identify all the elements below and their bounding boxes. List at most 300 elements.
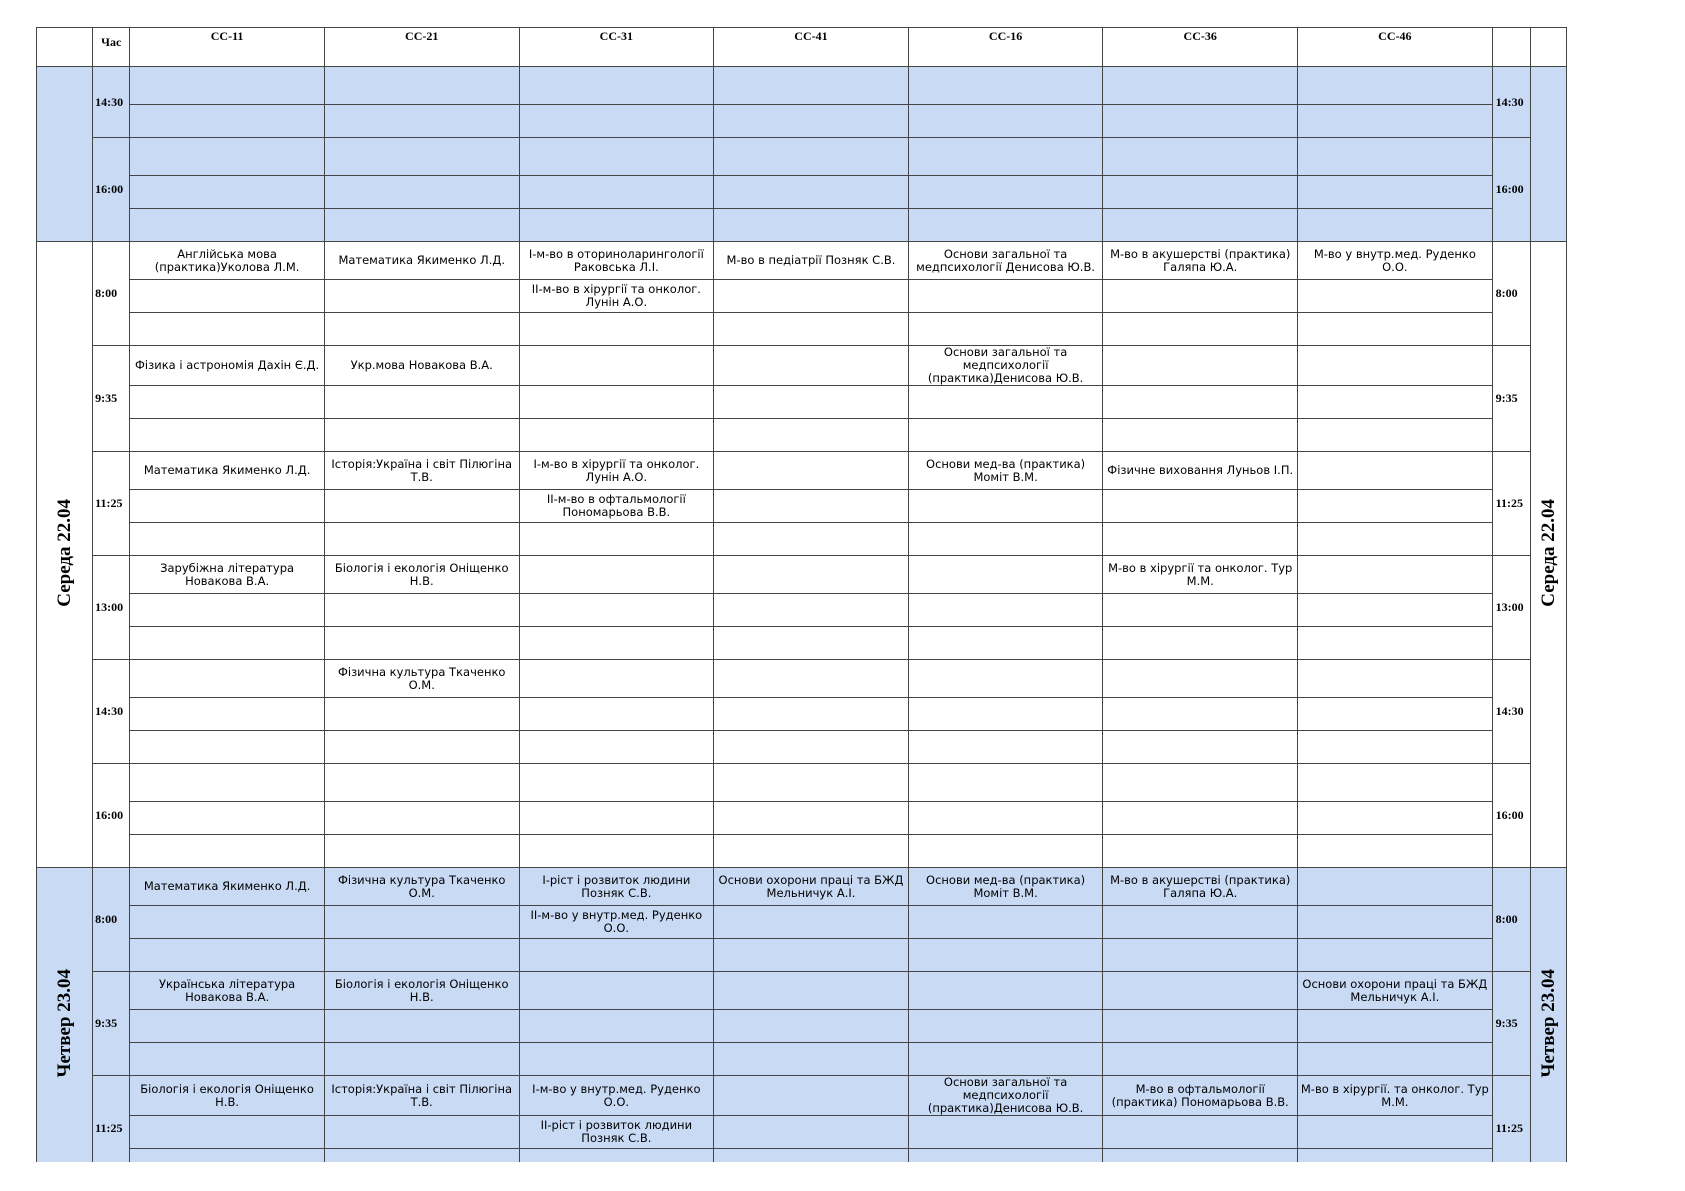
lesson-cell bbox=[1298, 835, 1493, 868]
lesson-cell: Основи мед-ва (практика) Моміт В.М. bbox=[908, 452, 1103, 490]
lesson-cell bbox=[714, 419, 909, 452]
lesson-cell: М-во в акушерстві (практика) Галяпа Ю.А. bbox=[1103, 242, 1298, 280]
lesson-cell bbox=[1298, 67, 1493, 105]
lesson-cell bbox=[1103, 386, 1298, 419]
schedule-row bbox=[37, 452, 1567, 490]
lesson-cell bbox=[130, 698, 325, 731]
lesson-cell bbox=[1103, 764, 1298, 802]
lesson-cell: Англійська мова (практика)Уколова Л.М. bbox=[130, 242, 325, 280]
lesson-cell bbox=[130, 523, 325, 556]
lesson-cell bbox=[1103, 1043, 1298, 1076]
lesson-cell bbox=[130, 627, 325, 660]
lesson-cell bbox=[324, 67, 519, 105]
lesson-cell bbox=[1103, 972, 1298, 1010]
schedule-body bbox=[37, 67, 1567, 1163]
lesson-cell bbox=[519, 972, 714, 1010]
lesson-cell bbox=[1298, 523, 1493, 556]
lesson-cell bbox=[1298, 939, 1493, 972]
day-label-left bbox=[37, 67, 93, 242]
time-slot-label-right: 8:00 bbox=[1492, 868, 1530, 972]
lesson-cell bbox=[519, 346, 714, 386]
time-slot-label-right: 9:35 bbox=[1492, 972, 1530, 1076]
schedule-row bbox=[37, 802, 1567, 835]
time-slot-label: 8:00 bbox=[93, 242, 130, 346]
schedule-row bbox=[37, 209, 1567, 242]
day-label-text: Середа 22.04 bbox=[54, 499, 76, 607]
lesson-cell bbox=[714, 67, 909, 105]
lesson-cell bbox=[130, 939, 325, 972]
schedule-row bbox=[37, 242, 1567, 280]
lesson-cell: Фізична культура Ткаченко О.М. bbox=[324, 868, 519, 906]
lesson-cell bbox=[324, 138, 519, 176]
time-slot-label-right: 11:25 bbox=[1492, 1076, 1530, 1163]
schedule-row bbox=[37, 1076, 1567, 1116]
lesson-cell bbox=[519, 313, 714, 346]
lesson-cell bbox=[1298, 868, 1493, 906]
schedule-row bbox=[37, 346, 1567, 386]
lesson-cell bbox=[130, 419, 325, 452]
lesson-cell bbox=[519, 1149, 714, 1163]
schedule-row bbox=[37, 67, 1567, 105]
group-header: СС-46 bbox=[1298, 28, 1493, 67]
lesson-cell bbox=[519, 764, 714, 802]
lesson-cell bbox=[714, 731, 909, 764]
time-slot-label: 11:25 bbox=[93, 452, 130, 556]
lesson-cell: ІІ-м-во в хірургії та онколог. Лунін А.О. bbox=[519, 280, 714, 313]
lesson-cell: Біологія і екологія Оніщенко Н.В. bbox=[130, 1076, 325, 1116]
lesson-cell: І-м-во в оториноларингології Раковська Л.І. bbox=[519, 242, 714, 280]
lesson-cell: Основи загальної та медпсихології (практика)Денисова Ю.В. bbox=[908, 346, 1103, 386]
lesson-cell bbox=[324, 731, 519, 764]
lesson-cell bbox=[714, 802, 909, 835]
lesson-cell bbox=[519, 1010, 714, 1043]
schedule-row bbox=[37, 105, 1567, 138]
lesson-cell bbox=[908, 523, 1103, 556]
lesson-cell bbox=[130, 313, 325, 346]
lesson-cell bbox=[130, 176, 325, 209]
lesson-cell bbox=[908, 105, 1103, 138]
lesson-cell bbox=[1103, 313, 1298, 346]
lesson-cell bbox=[1298, 346, 1493, 386]
lesson-cell bbox=[908, 594, 1103, 627]
lesson-cell: ІІ-м-во в офтальмології Пономарьова В.В. bbox=[519, 490, 714, 523]
lesson-cell bbox=[1298, 1149, 1493, 1163]
lesson-cell: Зарубіжна література Новакова В.А. bbox=[130, 556, 325, 594]
lesson-cell bbox=[1103, 105, 1298, 138]
lesson-cell bbox=[519, 523, 714, 556]
lesson-cell bbox=[519, 386, 714, 419]
time-slot-label-right: 9:35 bbox=[1492, 346, 1530, 452]
lesson-cell: Основи мед-ва (практика) Моміт В.М. bbox=[908, 868, 1103, 906]
lesson-cell bbox=[908, 490, 1103, 523]
time-slot-label: 11:25 bbox=[93, 1076, 130, 1163]
day-label-left bbox=[37, 242, 93, 868]
time-column-header: Час bbox=[93, 28, 130, 67]
lesson-cell bbox=[908, 939, 1103, 972]
schedule-row bbox=[37, 972, 1567, 1010]
lesson-cell bbox=[1103, 523, 1298, 556]
right-time-header bbox=[1492, 28, 1530, 67]
lesson-cell bbox=[908, 698, 1103, 731]
lesson-cell bbox=[714, 1076, 909, 1116]
lesson-cell bbox=[519, 419, 714, 452]
time-slot-label-right: 13:00 bbox=[1492, 556, 1530, 660]
schedule-row bbox=[37, 764, 1567, 802]
lesson-cell bbox=[1298, 452, 1493, 490]
lesson-cell bbox=[1103, 731, 1298, 764]
lesson-cell bbox=[1103, 419, 1298, 452]
lesson-cell bbox=[519, 105, 714, 138]
lesson-cell bbox=[1103, 1116, 1298, 1149]
lesson-cell bbox=[714, 209, 909, 242]
lesson-cell bbox=[519, 594, 714, 627]
lesson-cell bbox=[130, 660, 325, 698]
schedule-row bbox=[37, 1043, 1567, 1076]
lesson-cell bbox=[519, 835, 714, 868]
lesson-cell bbox=[714, 764, 909, 802]
schedule-row bbox=[37, 556, 1567, 594]
lesson-cell bbox=[714, 386, 909, 419]
lesson-cell bbox=[324, 386, 519, 419]
lesson-cell bbox=[1298, 1010, 1493, 1043]
time-slot-label: 9:35 bbox=[93, 972, 130, 1076]
lesson-cell: І-м-во в хірургії та онколог. Лунін А.О. bbox=[519, 452, 714, 490]
lesson-cell bbox=[519, 138, 714, 176]
lesson-cell bbox=[1298, 660, 1493, 698]
lesson-cell bbox=[714, 280, 909, 313]
lesson-cell: Фізика і астрономія Дахін Є.Д. bbox=[130, 346, 325, 386]
lesson-cell bbox=[324, 1043, 519, 1076]
lesson-cell bbox=[1298, 313, 1493, 346]
lesson-cell bbox=[714, 1116, 909, 1149]
lesson-cell bbox=[324, 419, 519, 452]
lesson-cell bbox=[714, 1010, 909, 1043]
time-slot-label: 14:30 bbox=[93, 67, 130, 138]
group-header: СС-16 bbox=[908, 28, 1103, 67]
lesson-cell bbox=[519, 556, 714, 594]
lesson-cell bbox=[324, 906, 519, 939]
lesson-cell bbox=[714, 313, 909, 346]
lesson-cell bbox=[1103, 906, 1298, 939]
lesson-cell bbox=[324, 523, 519, 556]
time-slot-label: 8:00 bbox=[93, 868, 130, 972]
lesson-cell: М-во в офтальмології (практика) Пономарьова В.В. bbox=[1103, 1076, 1298, 1116]
lesson-cell bbox=[1298, 176, 1493, 209]
lesson-cell bbox=[130, 594, 325, 627]
lesson-cell bbox=[908, 972, 1103, 1010]
lesson-cell bbox=[714, 835, 909, 868]
schedule-row bbox=[37, 386, 1567, 419]
lesson-cell bbox=[1103, 209, 1298, 242]
lesson-cell bbox=[1103, 660, 1298, 698]
lesson-cell bbox=[519, 627, 714, 660]
time-slot-label-right: 16:00 bbox=[1492, 764, 1530, 868]
lesson-cell bbox=[908, 138, 1103, 176]
lesson-cell bbox=[130, 386, 325, 419]
lesson-cell bbox=[324, 835, 519, 868]
time-slot-label: 14:30 bbox=[93, 660, 130, 764]
lesson-cell bbox=[908, 1043, 1103, 1076]
header-row bbox=[37, 28, 1567, 67]
schedule-row bbox=[37, 868, 1567, 906]
lesson-cell bbox=[1103, 346, 1298, 386]
schedule-row bbox=[37, 627, 1567, 660]
lesson-cell bbox=[324, 698, 519, 731]
lesson-cell bbox=[130, 802, 325, 835]
lesson-cell bbox=[130, 138, 325, 176]
lesson-cell: Математика Якименко Л.Д. bbox=[130, 452, 325, 490]
group-header: СС-31 bbox=[519, 28, 714, 67]
group-header: СС-36 bbox=[1103, 28, 1298, 67]
lesson-cell bbox=[1103, 627, 1298, 660]
lesson-cell bbox=[519, 939, 714, 972]
lesson-cell: М-во в хірургії та онколог. Тур М.М. bbox=[1103, 556, 1298, 594]
lesson-cell bbox=[1103, 67, 1298, 105]
lesson-cell: М-во в акушерстві (практика) Галяпа Ю.А. bbox=[1103, 868, 1298, 906]
schedule-row bbox=[37, 698, 1567, 731]
lesson-cell bbox=[130, 67, 325, 105]
lesson-cell bbox=[1298, 386, 1493, 419]
lesson-cell: Математика Якименко Л.Д. bbox=[130, 868, 325, 906]
lesson-cell bbox=[908, 627, 1103, 660]
lesson-cell bbox=[1298, 490, 1493, 523]
lesson-cell bbox=[324, 939, 519, 972]
lesson-cell: Українська література Новакова В.А. bbox=[130, 972, 325, 1010]
lesson-cell: Основи загальної та медпсихології (практика)Денисова Ю.В. bbox=[908, 1076, 1103, 1116]
lesson-cell bbox=[908, 731, 1103, 764]
lesson-cell bbox=[324, 209, 519, 242]
group-header: СС-21 bbox=[324, 28, 519, 67]
schedule-row bbox=[37, 1116, 1567, 1149]
lesson-cell: Основи охорони праці та БЖД Мельничук А.І. bbox=[1298, 972, 1493, 1010]
lesson-cell bbox=[714, 176, 909, 209]
lesson-cell bbox=[324, 176, 519, 209]
schedule-row bbox=[37, 939, 1567, 972]
lesson-cell bbox=[714, 556, 909, 594]
lesson-cell bbox=[1298, 419, 1493, 452]
lesson-cell bbox=[1103, 490, 1298, 523]
lesson-cell bbox=[1298, 209, 1493, 242]
lesson-cell bbox=[714, 523, 909, 556]
lesson-cell bbox=[1298, 698, 1493, 731]
lesson-cell bbox=[1103, 835, 1298, 868]
lesson-cell bbox=[519, 802, 714, 835]
lesson-cell: Історія:Україна і світ Пілюгіна Т.В. bbox=[324, 1076, 519, 1116]
lesson-cell: І-ріст і розвиток людини Позняк С.В. bbox=[519, 868, 714, 906]
lesson-cell bbox=[908, 1116, 1103, 1149]
day-label-right bbox=[1530, 242, 1566, 868]
day-label-text: Четвер 23.04 bbox=[54, 968, 76, 1078]
lesson-cell bbox=[130, 906, 325, 939]
lesson-cell bbox=[519, 209, 714, 242]
lesson-cell bbox=[324, 1116, 519, 1149]
lesson-cell: М-во в хірургії. та онколог. Тур М.М. bbox=[1298, 1076, 1493, 1116]
lesson-cell: ІІ-ріст і розвиток людини Позняк С.В. bbox=[519, 1116, 714, 1149]
schedule-row bbox=[37, 523, 1567, 556]
lesson-cell bbox=[324, 764, 519, 802]
lesson-cell bbox=[324, 802, 519, 835]
lesson-cell bbox=[324, 105, 519, 138]
lesson-cell bbox=[908, 386, 1103, 419]
lesson-cell: Історія:Україна і світ Пілюгіна Т.В. bbox=[324, 452, 519, 490]
lesson-cell bbox=[908, 1149, 1103, 1163]
time-slot-label-right: 16:00 bbox=[1492, 138, 1530, 242]
time-slot-label-right: 8:00 bbox=[1492, 242, 1530, 346]
lesson-cell bbox=[908, 764, 1103, 802]
lesson-cell bbox=[324, 594, 519, 627]
lesson-cell bbox=[714, 972, 909, 1010]
schedule-row bbox=[37, 1149, 1567, 1163]
lesson-cell bbox=[714, 138, 909, 176]
lesson-cell bbox=[130, 764, 325, 802]
lesson-cell bbox=[130, 1116, 325, 1149]
lesson-cell bbox=[908, 660, 1103, 698]
right-corner-cell bbox=[1530, 28, 1566, 67]
lesson-cell bbox=[1298, 594, 1493, 627]
lesson-cell bbox=[130, 731, 325, 764]
schedule-row bbox=[37, 490, 1567, 523]
lesson-cell bbox=[1298, 802, 1493, 835]
lesson-cell bbox=[1103, 802, 1298, 835]
lesson-cell bbox=[1103, 594, 1298, 627]
group-header: СС-41 bbox=[714, 28, 909, 67]
lesson-cell bbox=[714, 660, 909, 698]
time-slot-label: 16:00 bbox=[93, 764, 130, 868]
lesson-cell bbox=[714, 105, 909, 138]
day-label-text: Середа 22.04 bbox=[1537, 499, 1559, 607]
lesson-cell bbox=[908, 419, 1103, 452]
lesson-cell bbox=[714, 939, 909, 972]
lesson-cell: Біологія і екологія Оніщенко Н.В. bbox=[324, 972, 519, 1010]
schedule-row bbox=[37, 1010, 1567, 1043]
lesson-cell: Укр.мова Новакова В.А. bbox=[324, 346, 519, 386]
schedule-row bbox=[37, 660, 1567, 698]
lesson-cell bbox=[1103, 698, 1298, 731]
lesson-cell bbox=[130, 1010, 325, 1043]
lesson-cell bbox=[1103, 1010, 1298, 1043]
lesson-cell bbox=[908, 906, 1103, 939]
lesson-cell bbox=[714, 452, 909, 490]
time-slot-label-right: 14:30 bbox=[1492, 660, 1530, 764]
lesson-cell bbox=[908, 556, 1103, 594]
lesson-cell bbox=[714, 1149, 909, 1163]
lesson-cell: М-во в педіатрії Позняк С.В. bbox=[714, 242, 909, 280]
lesson-cell bbox=[908, 280, 1103, 313]
schedule-row bbox=[37, 176, 1567, 209]
lesson-cell bbox=[324, 627, 519, 660]
lesson-cell: Фізична культура Ткаченко О.М. bbox=[324, 660, 519, 698]
lesson-cell: М-во у внутр.мед. Руденко О.О. bbox=[1298, 242, 1493, 280]
lesson-cell bbox=[908, 1010, 1103, 1043]
corner-cell bbox=[37, 28, 93, 67]
lesson-cell bbox=[1298, 556, 1493, 594]
lesson-cell bbox=[1298, 731, 1493, 764]
lesson-cell bbox=[1298, 280, 1493, 313]
lesson-cell: ІІ-м-во у внутр.мед. Руденко О.О. bbox=[519, 906, 714, 939]
day-label-left bbox=[37, 868, 93, 1163]
lesson-cell bbox=[130, 1043, 325, 1076]
lesson-cell bbox=[908, 209, 1103, 242]
group-header: СС-11 bbox=[130, 28, 325, 67]
schedule-table bbox=[36, 27, 1567, 1162]
lesson-cell bbox=[130, 280, 325, 313]
lesson-cell bbox=[1298, 105, 1493, 138]
lesson-cell bbox=[324, 1010, 519, 1043]
lesson-cell bbox=[324, 313, 519, 346]
lesson-cell bbox=[908, 313, 1103, 346]
lesson-cell bbox=[714, 594, 909, 627]
schedule-row bbox=[37, 138, 1567, 176]
day-label-right bbox=[1530, 868, 1566, 1163]
lesson-cell bbox=[130, 490, 325, 523]
lesson-cell bbox=[714, 490, 909, 523]
lesson-cell bbox=[1298, 1043, 1493, 1076]
lesson-cell bbox=[130, 1149, 325, 1163]
lesson-cell bbox=[714, 698, 909, 731]
time-slot-label: 16:00 bbox=[93, 138, 130, 242]
lesson-cell bbox=[519, 1043, 714, 1076]
schedule-row bbox=[37, 313, 1567, 346]
lesson-cell bbox=[519, 176, 714, 209]
lesson-cell: І-м-во у внутр.мед. Руденко О.О. bbox=[519, 1076, 714, 1116]
lesson-cell bbox=[908, 835, 1103, 868]
lesson-cell bbox=[1298, 764, 1493, 802]
lesson-cell bbox=[714, 1043, 909, 1076]
lesson-cell bbox=[324, 280, 519, 313]
lesson-cell bbox=[1298, 1116, 1493, 1149]
lesson-cell bbox=[1103, 939, 1298, 972]
lesson-cell: Основи загальної та медпсихології Денисова Ю.В. bbox=[908, 242, 1103, 280]
lesson-cell bbox=[130, 105, 325, 138]
lesson-cell: Основи охорони праці та БЖД Мельничук А.І. bbox=[714, 868, 909, 906]
schedule-sheet bbox=[36, 27, 1567, 1162]
lesson-cell bbox=[1298, 627, 1493, 660]
time-slot-label-right: 14:30 bbox=[1492, 67, 1530, 138]
lesson-cell bbox=[519, 731, 714, 764]
lesson-cell bbox=[1103, 138, 1298, 176]
day-label-text: Четвер 23.04 bbox=[1537, 968, 1559, 1078]
lesson-cell: Фізичне виховання Луньов І.П. bbox=[1103, 452, 1298, 490]
lesson-cell: Біологія і екологія Оніщенко Н.В. bbox=[324, 556, 519, 594]
schedule-row bbox=[37, 731, 1567, 764]
schedule-row bbox=[37, 419, 1567, 452]
lesson-cell bbox=[1298, 138, 1493, 176]
time-slot-label-right: 11:25 bbox=[1492, 452, 1530, 556]
schedule-row bbox=[37, 906, 1567, 939]
lesson-cell bbox=[1103, 280, 1298, 313]
lesson-cell bbox=[130, 835, 325, 868]
lesson-cell bbox=[519, 67, 714, 105]
lesson-cell bbox=[324, 490, 519, 523]
schedule-row bbox=[37, 280, 1567, 313]
time-slot-label: 9:35 bbox=[93, 346, 130, 452]
lesson-cell bbox=[908, 67, 1103, 105]
schedule-row bbox=[37, 835, 1567, 868]
schedule-row bbox=[37, 594, 1567, 627]
lesson-cell bbox=[1298, 906, 1493, 939]
lesson-cell bbox=[714, 627, 909, 660]
lesson-cell bbox=[130, 209, 325, 242]
lesson-cell: Математика Якименко Л.Д. bbox=[324, 242, 519, 280]
lesson-cell bbox=[519, 660, 714, 698]
lesson-cell bbox=[908, 176, 1103, 209]
lesson-cell bbox=[714, 346, 909, 386]
lesson-cell bbox=[714, 906, 909, 939]
lesson-cell bbox=[1103, 176, 1298, 209]
day-label-right bbox=[1530, 67, 1566, 242]
lesson-cell bbox=[519, 698, 714, 731]
lesson-cell bbox=[908, 802, 1103, 835]
